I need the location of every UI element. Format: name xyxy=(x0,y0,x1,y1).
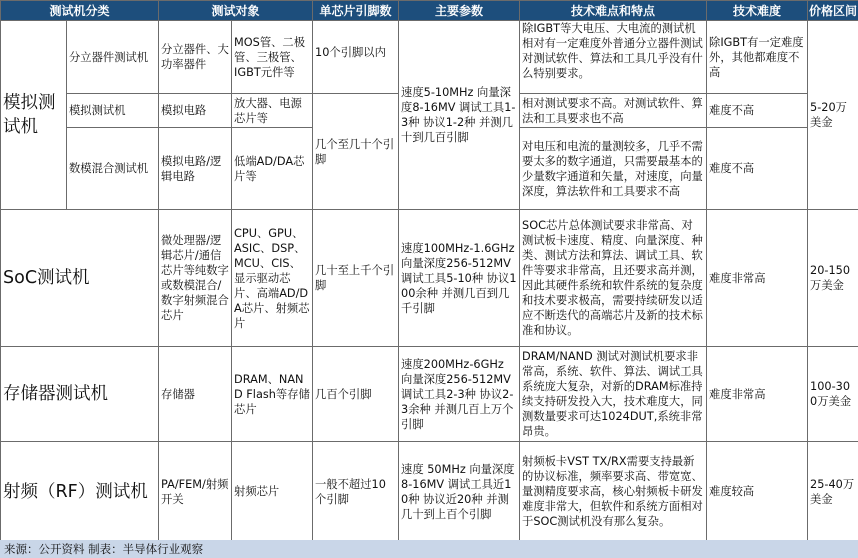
chip-types: 放大器、电源芯片等 xyxy=(232,94,313,128)
difficulty-level: 难度非常高 xyxy=(707,347,808,442)
price-range: 100-300万美金 xyxy=(808,347,858,442)
header-difficulty: 技术难度 xyxy=(707,1,808,21)
pin-count: 一般不超过10个引脚 xyxy=(313,442,399,542)
header-row xyxy=(1,1,858,21)
table-row xyxy=(1,347,858,442)
price-range: 25-40万美金 xyxy=(808,442,858,542)
tech-difficulty-text: SOC芯片总体测试要求非常高、对测试板卡速度、精度、向量深度、种类、测试方法和算法、调试工具、软件等要求非常高，且还要求高并测，因此其硬件系统和软件系统的复杂度和技术要求极高，需要持续研发以适应不断迭代的高端芯片及新的技术标准和协议。 xyxy=(520,210,707,347)
test-target: 存储器 xyxy=(159,347,232,442)
sub-category: 分立器件测试机 xyxy=(67,21,159,94)
tech-difficulty-text: 相对测试要求不高。对测试软件、算法和工具要求也不高 xyxy=(520,94,707,128)
main-params: 速度 50MHz 向量深度8-16MV 调试工具近10种 协议近20种 并测几十到上百个引脚 xyxy=(399,442,520,542)
pin-count: 几十至上千个引脚 xyxy=(313,210,399,347)
price-range: 5-20万美金 xyxy=(808,21,858,210)
main-params: 速度5-10MHz 向量深度8-16MV 调试工具1-3种 协议1-2种 并测几十到几百引脚 xyxy=(399,21,520,210)
header-price: 价格区间 xyxy=(808,1,858,21)
difficulty-level: 难度较高 xyxy=(707,442,808,542)
tech-difficulty-text: 对电压和电流的量测较多，几乎不需要太多的数字通道，只需要最基本的少量数字通道和矢量，对速度，向量深度，算法软件和工具要求不高 xyxy=(520,128,707,210)
test-target: 分立器件、大功率器件 xyxy=(159,21,232,94)
table-row xyxy=(1,442,858,542)
category-soc: SoC测试机 xyxy=(1,210,159,347)
main-params: 速度200MHz-6GHz 向量深度256-512MV 调试工具2-3种 协议2-3余种 并测几百上万个引脚 xyxy=(399,347,520,442)
chip-types: DRAM、NAND Flash等存储芯片 xyxy=(232,347,313,442)
difficulty-level: 除IGBT有一定难度外，其他都难度不高 xyxy=(707,21,808,94)
chip-types: 低端AD/DA芯片等 xyxy=(232,128,313,210)
test-target: 模拟电路 xyxy=(159,94,232,128)
header-category: 测试机分类 xyxy=(1,1,159,21)
tech-difficulty-text: 除IGBT等大电压、大电流的测试机相对有一定难度外普通分立器件测试对测试软件、算法和工具几乎没有什么特别要求。 xyxy=(520,21,707,94)
chip-types: MOS管、二极管、三极管、IGBT元件等 xyxy=(232,21,313,94)
difficulty-level: 难度非常高 xyxy=(707,210,808,347)
sub-category: 模拟测试机 xyxy=(67,94,159,128)
main-params: 速度100MHz-1.6GHz 向量深度256-512MV 调试工具5-10种 协议100余种 并测几百到几千引脚 xyxy=(399,210,520,347)
table-row xyxy=(1,210,858,347)
pin-count: 几百个引脚 xyxy=(313,347,399,442)
pin-count: 10个引脚以内 xyxy=(313,21,399,94)
category-memory: 存储器测试机 xyxy=(1,347,159,442)
test-target: 微处理器/逻辑芯片/通信芯片等纯数字或数模混合/数字射频混合芯片 xyxy=(159,210,232,347)
test-target: 模拟电路/逻辑电路 xyxy=(159,128,232,210)
header-params: 主要参数 xyxy=(399,1,520,21)
source-footer: 来源：公开资料 制表：半导体行业观察 xyxy=(0,540,858,558)
sub-category: 数模混合测试机 xyxy=(67,128,159,210)
price-range: 20-150万美金 xyxy=(808,210,858,347)
category-analog: 模拟测试机 xyxy=(1,21,67,210)
tech-difficulty-text: 射频板卡VST TX/RX需要支持最新的协议标准，频率要求高、带宽宽、量测精度要求高，核心射频板卡研发难度非常大，但软件和系统方面相对于SOC测试机没有那么复杂。 xyxy=(520,442,707,542)
tech-difficulty-text: DRAM/NAND 测试对测试机要求非常高，系统、软件、算法、调试工具系统庞大复杂，对新的DRAM标准持续支持研发投入大，技术难度大，同测数量要求可达1024DUT,系统非常昂贵。 xyxy=(520,347,707,442)
chip-types: CPU、GPU、ASIC、DSP、MCU、CIS、显示驱动芯片、高端AD/DA芯片、射频芯片 xyxy=(232,210,313,347)
header-target: 测试对象 xyxy=(159,1,313,21)
header-pins: 单芯片引脚数 xyxy=(313,1,399,21)
pin-count: 几个至几十个引脚 xyxy=(313,94,399,210)
header-tech: 技术难点和特点 xyxy=(520,1,707,21)
difficulty-level: 难度不高 xyxy=(707,94,808,128)
chip-types: 射频芯片 xyxy=(232,442,313,542)
category-rf: 射频（RF）测试机 xyxy=(1,442,159,542)
test-target: PA/FEM/射频开关 xyxy=(159,442,232,542)
table-row xyxy=(1,21,858,94)
difficulty-level: 难度不高 xyxy=(707,128,808,210)
